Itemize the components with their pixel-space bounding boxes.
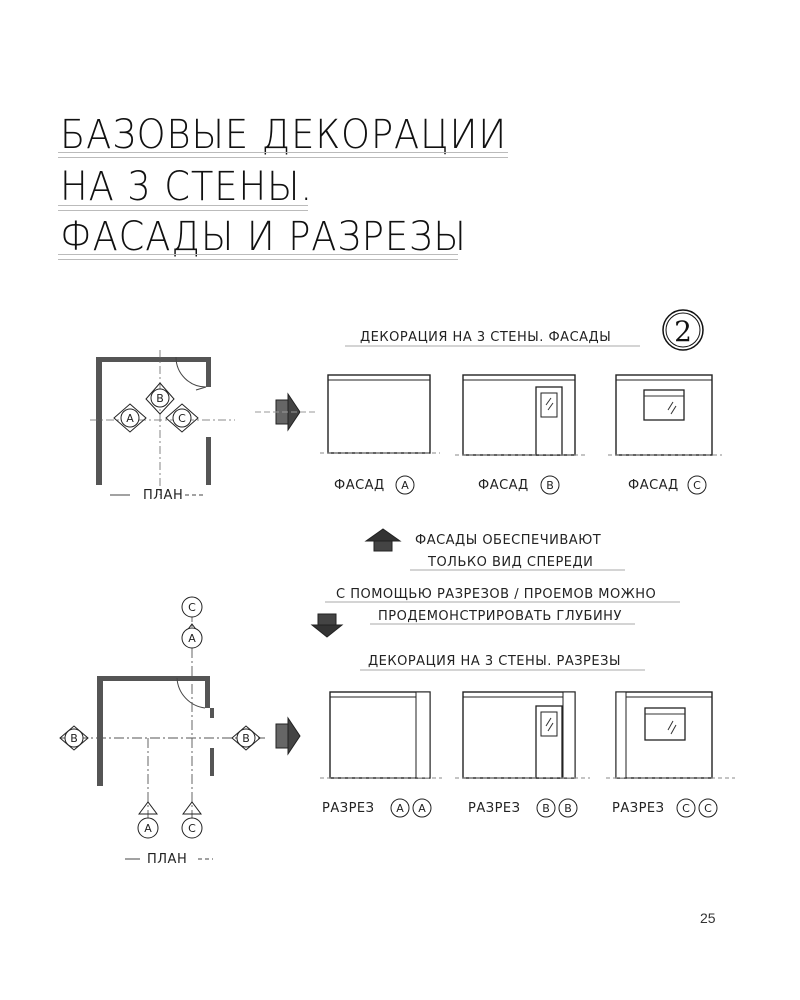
sections-plan-label: ПЛАН xyxy=(147,852,188,867)
svg-text:РАЗРЕЗ: РАЗРЕЗ xyxy=(468,801,521,816)
svg-text:B: B xyxy=(70,732,78,745)
svg-text:A: A xyxy=(418,802,426,815)
section-label-c xyxy=(612,799,717,817)
facades-heading: ДЕКОРАЦИЯ НА 3 СТЕНЫ. ФАСАДЫ xyxy=(360,330,612,345)
sections-plan xyxy=(60,612,265,818)
svg-text:B: B xyxy=(242,732,250,745)
svg-text:A: A xyxy=(144,822,152,835)
facades-plan-label: ПЛАН xyxy=(143,488,184,503)
facade-c-drawing xyxy=(608,375,722,455)
title-line-1: БАЗОВЫЕ ДЕКОРАЦИИ xyxy=(60,112,508,158)
svg-text:ФАСАД: ФАСАД xyxy=(478,478,529,493)
svg-text:ФАСАД: ФАСАД xyxy=(628,478,679,493)
facade-plan-marker-a xyxy=(114,404,146,432)
arrow-right-icon xyxy=(255,394,318,430)
note-section-line-1: С ПОМОЩЬЮ РАЗРЕЗОВ / ПРОЕМОВ МОЖНО xyxy=(336,587,657,602)
svg-text:C: C xyxy=(188,601,196,614)
section-badge xyxy=(663,310,703,350)
section-badge-number: 2 xyxy=(674,315,692,348)
svg-text:C: C xyxy=(682,802,690,815)
note-section-line-2: ПРОДЕМОНСТРИРОВАТЬ ГЛУБИНУ xyxy=(378,609,622,624)
section-a-drawing xyxy=(320,692,442,778)
facade-label-c xyxy=(628,476,706,494)
svg-text:C: C xyxy=(693,479,701,492)
note-facade-line-1: ФАСАДЫ ОБЕСПЕЧИВАЮТ xyxy=(415,533,602,548)
svg-text:A: A xyxy=(401,479,409,492)
section-b-drawing xyxy=(455,692,590,778)
facade-b-drawing xyxy=(455,375,585,455)
section-plan-marker-c-bottom xyxy=(182,802,202,838)
svg-text:РАЗРЕЗ: РАЗРЕЗ xyxy=(322,801,375,816)
svg-text:РАЗРЕЗ: РАЗРЕЗ xyxy=(612,801,665,816)
section-label-a xyxy=(322,799,431,817)
sections-heading: ДЕКОРАЦИЯ НА 3 СТЕНЫ. РАЗРЕЗЫ xyxy=(368,654,621,669)
arrow-up-icon xyxy=(366,529,400,551)
page-number: 25 xyxy=(700,910,716,926)
svg-text:ФАСАД: ФАСАД xyxy=(334,478,385,493)
svg-text:B: B xyxy=(564,802,572,815)
svg-text:C: C xyxy=(188,822,196,835)
section-plan-marker-a-bottom xyxy=(138,802,158,838)
section-c-drawing xyxy=(606,692,735,778)
section-plan-marker-a-top xyxy=(182,624,202,648)
arrow-down-icon xyxy=(312,614,342,637)
svg-text:A: A xyxy=(126,412,134,425)
note-facade-line-2: ТОЛЬКО ВИД СПЕРЕДИ xyxy=(428,555,594,570)
svg-text:A: A xyxy=(188,632,196,645)
svg-text:C: C xyxy=(704,802,712,815)
arrow-right-icon xyxy=(276,718,300,754)
facade-a-drawing xyxy=(320,375,440,453)
facade-plan-marker-c xyxy=(166,404,198,432)
title-line-3: ФАСАДЫ И РАЗРЕЗЫ xyxy=(60,214,467,260)
facades-plan xyxy=(90,350,235,495)
section-label-b xyxy=(468,799,577,817)
facade-label-b xyxy=(478,476,559,494)
svg-text:A: A xyxy=(396,802,404,815)
title-line-2: НА 3 СТЕНЫ. xyxy=(60,164,314,210)
svg-text:B: B xyxy=(546,479,554,492)
section-plan-marker-c-top xyxy=(182,597,202,617)
svg-text:B: B xyxy=(542,802,550,815)
facade-label-a xyxy=(334,476,414,494)
svg-text:B: B xyxy=(156,392,164,405)
svg-text:C: C xyxy=(178,412,186,425)
